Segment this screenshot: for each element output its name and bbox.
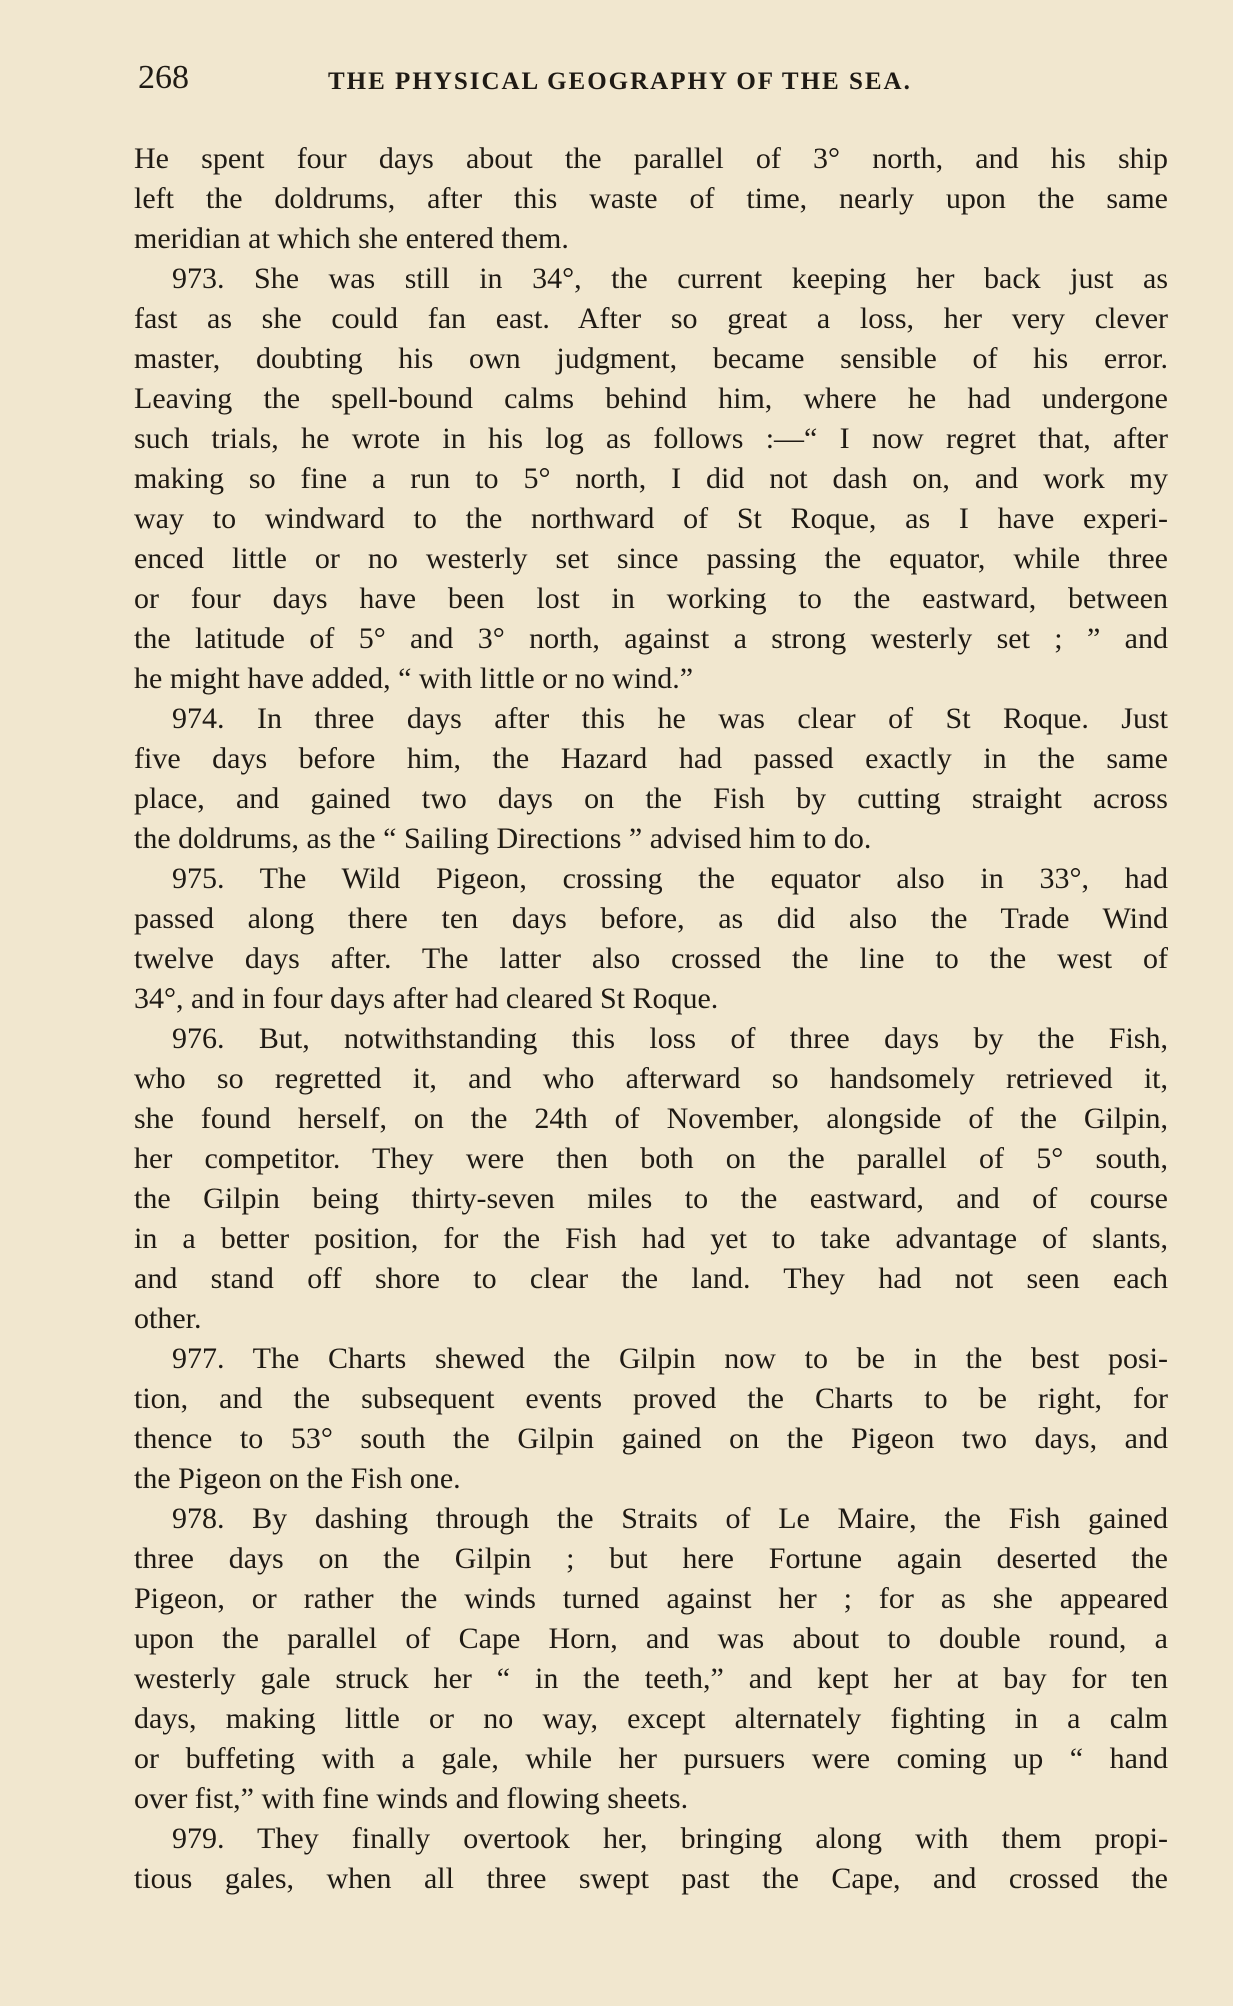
text-line: enced little or no westerly set since passing the equator, while three bbox=[134, 542, 1168, 575]
text-line: 979. They finally overtook her, bringing along with them propi- bbox=[172, 1822, 1168, 1855]
text-line: twelve days after. The latter also crossed the line to the west of bbox=[134, 942, 1168, 975]
text-line: making so fine a run to 5° north, I did not dash on, and work my bbox=[134, 462, 1168, 495]
text-line: place, and gained two days on the Fish by cutting straight across bbox=[134, 782, 1168, 815]
text-line: the latitude of 5° and 3° north, against a strong westerly set ; ” and bbox=[134, 622, 1168, 655]
body-text bbox=[134, 139, 1168, 1899]
text-line: who so regretted it, and who afterward so handsomely retrieved it, bbox=[134, 1062, 1168, 1095]
text-line: way to windward to the northward of St Roque, as I have experi- bbox=[134, 502, 1168, 535]
text-line: or buffeting with a gale, while her pursuers were coming up “ hand bbox=[134, 1742, 1168, 1775]
text-line: other. bbox=[134, 1302, 202, 1335]
text-line: tious gales, when all three swept past the Cape, and crossed the bbox=[134, 1862, 1168, 1895]
text-line: he might have added, “ with little or no wind.” bbox=[134, 662, 694, 695]
text-line: tion, and the subsequent events proved the Charts to be right, for bbox=[134, 1382, 1168, 1415]
text-line: thence to 53° south the Gilpin gained on the Pigeon two days, and bbox=[134, 1422, 1168, 1455]
text-line: five days before him, the Hazard had passed exactly in the same bbox=[134, 742, 1168, 775]
text-line: 976. But, notwithstanding this loss of three days by the Fish, bbox=[172, 1022, 1168, 1055]
text-line: meridian at which she entered them. bbox=[134, 222, 569, 255]
text-line: days, making little or no way, except alternately fighting in a calm bbox=[134, 1702, 1168, 1735]
text-line: upon the parallel of Cape Horn, and was about to double round, a bbox=[134, 1622, 1168, 1655]
text-line: He spent four days about the parallel of 3° north, and his ship bbox=[134, 142, 1168, 175]
text-line: 978. By dashing through the Straits of Le Maire, the Fish gained bbox=[172, 1502, 1168, 1535]
text-line: the Pigeon on the Fish one. bbox=[134, 1462, 461, 1495]
text-line: master, doubting his own judgment, became sensible of his error. bbox=[134, 342, 1168, 375]
text-line: in a better position, for the Fish had yet to take advantage of slants, bbox=[134, 1222, 1168, 1255]
text-line: her competitor. They were then both on the parallel of 5° south, bbox=[134, 1142, 1168, 1175]
text-line: 973. She was still in 34°, the current keeping her back just as bbox=[172, 262, 1168, 295]
text-line: Leaving the spell-bound calms behind him, where he had undergone bbox=[134, 382, 1168, 415]
text-line: and stand off shore to clear the land. They had not seen each bbox=[134, 1262, 1168, 1295]
text-line: three days on the Gilpin ; but here Fortune again deserted the bbox=[134, 1542, 1168, 1575]
text-line: over fist,” with fine winds and flowing sheets. bbox=[134, 1782, 689, 1815]
text-line: 974. In three days after this he was clear of St Roque. Just bbox=[172, 702, 1168, 735]
running-title: THE PHYSICAL GEOGRAPHY OF THE SEA. bbox=[328, 68, 912, 95]
text-line: she found herself, on the 24th of November, alongside of the Gilpin, bbox=[134, 1102, 1168, 1135]
page-header bbox=[138, 56, 1088, 106]
text-line: 975. The Wild Pigeon, crossing the equator also in 33°, had bbox=[172, 862, 1168, 895]
text-line: left the doldrums, after this waste of time, nearly upon the same bbox=[134, 182, 1168, 215]
text-line: or four days have been lost in working to the eastward, between bbox=[134, 582, 1168, 615]
text-line: 977. The Charts shewed the Gilpin now to be in the best posi- bbox=[172, 1342, 1168, 1375]
text-line: fast as she could fan east. After so great a loss, her very clever bbox=[134, 302, 1168, 335]
page-number: 268 bbox=[138, 59, 189, 96]
text-line: 34°, and in four days after had cleared St Roque. bbox=[134, 982, 719, 1015]
text-line: such trials, he wrote in his log as follows :—“ I now regret that, after bbox=[134, 422, 1168, 455]
text-line: passed along there ten days before, as did also the Trade Wind bbox=[134, 902, 1168, 935]
text-line: the doldrums, as the “ Sailing Directions ” advised him to do. bbox=[134, 822, 872, 855]
text-line: the Gilpin being thirty-seven miles to the eastward, and of course bbox=[134, 1182, 1168, 1215]
text-line: westerly gale struck her “ in the teeth,” and kept her at bay for ten bbox=[134, 1662, 1168, 1695]
text-line: Pigeon, or rather the winds turned against her ; for as she appeared bbox=[134, 1582, 1168, 1615]
